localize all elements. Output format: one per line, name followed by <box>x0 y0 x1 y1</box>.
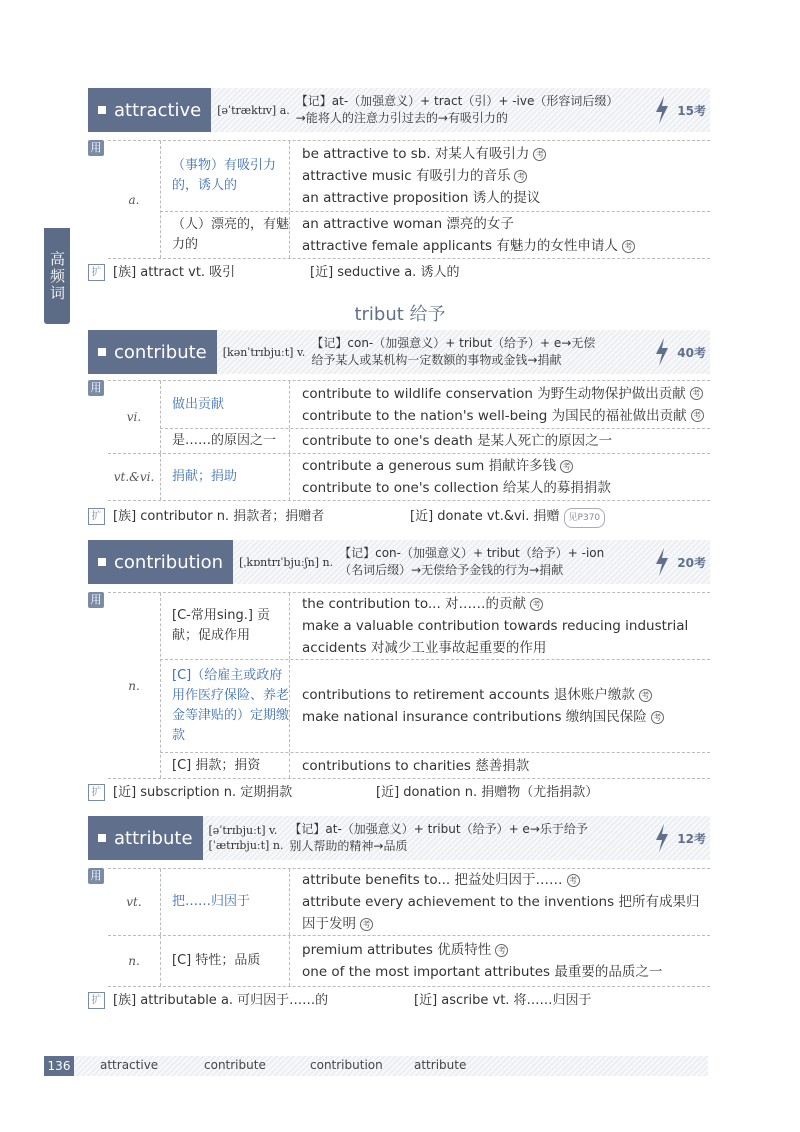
examples <box>302 454 706 500</box>
entry-header <box>88 540 710 584</box>
square-icon <box>98 106 106 114</box>
footer-word: attribute <box>414 1058 467 1072</box>
part-of-speech: n. <box>108 936 161 986</box>
phonetic: [ˌkɒntrɪˈbjuːʃn] n. <box>239 555 334 569</box>
sense-row <box>160 593 710 660</box>
square-icon <box>98 558 106 566</box>
note-line-1: 【记】at-（加强意义）+ tract（引）+ -ive（形容词后缀） <box>295 94 619 108</box>
square-icon <box>98 834 106 842</box>
page-reference[interactable]: 见P370 <box>564 508 606 528</box>
meaning: 捐献；捐助 <box>160 454 290 500</box>
sense-row <box>160 936 710 986</box>
note-line-2: 给予某人或某机构一定数额的事物或金钱→捐献 <box>311 353 562 367</box>
entry-header <box>88 816 710 860</box>
near-synonym: [近] subscription n. 定期捐款 <box>113 785 293 800</box>
examples <box>302 869 706 935</box>
example: the contribution to... 对……的贡献 <box>302 596 527 612</box>
examples <box>302 381 706 428</box>
memory-note <box>296 93 710 127</box>
footer-word: contribute <box>204 1058 266 1072</box>
use-badge: 用 <box>88 868 104 884</box>
sense-row <box>160 212 710 258</box>
example: attribute every achievement to the inventions 把所有成果归因于发明 <box>302 894 700 932</box>
examples <box>302 753 706 778</box>
example: be attractive to sb. 对某人有吸引力 <box>302 146 530 162</box>
table-row <box>108 381 710 454</box>
usage-table <box>108 592 710 779</box>
entry-header <box>88 88 710 132</box>
example: contribute a generous sum 捐献许多钱 <box>302 458 557 474</box>
note-line-1: 【记】con-（加强意义）+ tribut（给予）+ e→无偿 <box>311 336 596 350</box>
meaning: 做出贡献 <box>160 381 290 428</box>
tick-icon: 考 <box>560 460 573 473</box>
meaning: [C] 特性；品质 <box>160 936 290 986</box>
root-title: tribut 给予 <box>354 304 446 325</box>
headword <box>88 540 233 584</box>
tick-icon: 考 <box>360 918 373 931</box>
sense-row <box>160 753 710 778</box>
near-synonym: [近] ascribe vt. 将……归因于 <box>414 993 592 1008</box>
expand-icon: 扩 <box>88 992 105 1009</box>
table-row <box>108 454 710 501</box>
usage-table <box>108 868 710 987</box>
tick-icon: 考 <box>690 387 703 400</box>
extension-line <box>88 784 710 802</box>
expand-icon: 扩 <box>88 784 105 801</box>
footer-word: attractive <box>100 1058 159 1072</box>
sense-row <box>160 660 710 753</box>
usage-table <box>108 380 710 501</box>
note-line-1: 【记】con-（加强意义）+ tribut（给予）+ -ion <box>339 546 605 560</box>
square-icon <box>98 348 106 356</box>
example: an attractive woman 漂亮的女子 <box>302 216 514 232</box>
use-badge: 用 <box>88 140 104 156</box>
headword-text: contribution <box>114 551 224 573</box>
sense-row <box>160 381 710 429</box>
sense-row <box>160 141 710 212</box>
tick-icon: 考 <box>514 170 527 183</box>
extension-line <box>88 508 710 526</box>
tick-icon: 考 <box>495 944 508 957</box>
tick-icon: 考 <box>567 874 580 887</box>
expand-icon: 扩 <box>88 264 105 281</box>
entry-attractive <box>88 88 710 280</box>
tick-icon: 考 <box>639 689 652 702</box>
note-line-2: （名词后缀）→无偿给予金钱的行为→捐献 <box>339 563 564 577</box>
expand-icon: 扩 <box>88 508 105 525</box>
note-line-2: 别人帮助的精神→品质 <box>289 839 408 853</box>
tick-icon: 考 <box>530 598 543 611</box>
headword-text: contribute <box>114 341 207 363</box>
part-of-speech: a. <box>108 141 161 258</box>
phonetic-verb: [əˈtrɪbjuːt] v. <box>208 824 278 837</box>
lightning-icon <box>654 824 670 852</box>
entry-contribution <box>88 540 710 800</box>
tick-icon: 考 <box>691 409 704 422</box>
meaning: [C]（给雇主或政府用作医疗保险、养老金等津贴的）定期缴款 <box>160 660 290 752</box>
near-synonym: [近] donation n. 捐赠物（尤指捐款） <box>376 785 599 800</box>
table-row <box>108 936 710 987</box>
headword-text: attractive <box>114 99 202 121</box>
example: attribute benefits to... 把益处归因于…… <box>302 872 563 888</box>
meaning-text: [C-常用sing.] 贡献；促成作用 <box>172 608 271 643</box>
lightning-icon <box>654 96 670 124</box>
example: one of the most important attributes 最重要的品质之一 <box>302 964 663 980</box>
table-row <box>108 141 710 259</box>
extension-line <box>88 264 710 282</box>
tick-icon: 考 <box>533 148 546 161</box>
meaning: （事物）有吸引力的，诱人的 <box>160 141 290 211</box>
extension-line <box>88 992 710 1010</box>
examples <box>302 212 706 258</box>
frequency: 40考 <box>677 346 706 360</box>
examples <box>302 143 706 209</box>
tick-icon: 考 <box>651 711 664 724</box>
examples <box>302 429 706 453</box>
side-tab: 高频词 <box>44 228 70 324</box>
family-word: [族] contributor n. 捐款者；捐赠者 <box>113 509 325 524</box>
headword <box>88 88 211 132</box>
page-number: 136 <box>44 1056 74 1076</box>
entry-attribute <box>88 816 710 1008</box>
page-footer <box>44 1056 708 1076</box>
entry-contribute <box>88 330 710 524</box>
table-row <box>108 869 710 936</box>
phonetic-noun: [ˈætrɪbjuːt] n. <box>208 839 284 852</box>
entry-header <box>88 330 710 374</box>
phonetic <box>203 823 290 853</box>
part-of-speech: vi. <box>108 381 161 453</box>
table-row <box>108 593 710 779</box>
example: attractive female applicants 有魅力的女性申请人 <box>302 238 618 254</box>
meaning: 把……归因于 <box>160 869 290 935</box>
lightning-icon <box>654 548 670 576</box>
meaning: （人）漂亮的，有魅力的 <box>160 212 290 258</box>
headword <box>88 330 217 374</box>
sense-row <box>160 869 710 935</box>
example: contribute to wildlife conservation 为野生动物保护做出贡献 <box>302 385 686 402</box>
part-of-speech: n. <box>108 593 161 778</box>
headword <box>88 816 203 860</box>
near-synonym: [近] seductive a. 诱人的 <box>310 265 460 280</box>
family-word: [族] attributable a. 可归因于……的 <box>113 993 329 1008</box>
meaning: [C] 捐款；捐资 <box>160 753 290 778</box>
frequency: 20考 <box>677 556 706 570</box>
example: contribute to one's death 是某人死亡的原因之一 <box>302 433 613 449</box>
example: make a valuable contribution towards reducing industrial accidents 对减少工业事故起重要的作用 <box>302 618 689 656</box>
part-of-speech: vt.&vi. <box>108 454 161 500</box>
example: contributions to charities 慈善捐款 <box>302 757 530 774</box>
example: attractive music 有吸引力的音乐 <box>302 168 511 184</box>
memory-note <box>311 335 710 369</box>
near-synonym <box>410 508 605 528</box>
frequency: 12考 <box>677 832 706 846</box>
phonetic: [kənˈtrɪbjuːt] v. <box>222 345 306 359</box>
frequency: 15考 <box>677 104 706 118</box>
use-badge: 用 <box>88 380 104 396</box>
headword-text: attribute <box>114 827 193 849</box>
sense-row <box>160 454 710 500</box>
meaning <box>160 593 290 659</box>
note-line-2: →能将人的注意力引过去的→有吸引力的 <box>295 111 508 125</box>
example: contribute to one's collection 给某人的募捐捐款 <box>302 480 611 496</box>
usage-table <box>108 140 710 259</box>
meaning: 是……的原因之一 <box>160 429 290 453</box>
example: make national insurance contributions 缴纳国民保险 <box>302 709 647 725</box>
lightning-icon <box>654 338 670 366</box>
note-line-1: 【记】at-（加强意义）+ tribut（给予）+ e→乐于给予 <box>289 822 588 836</box>
sense-row <box>160 429 710 453</box>
part-of-speech: vt. <box>108 869 161 935</box>
examples <box>302 936 706 986</box>
footer-word: contribution <box>310 1058 383 1072</box>
near-synonym-text: [近] donate vt.&vi. 捐赠 <box>410 509 560 524</box>
phonetic: [əˈtræktɪv] a. <box>217 103 290 117</box>
example: an attractive proposition 诱人的提议 <box>302 190 541 206</box>
tick-icon: 考 <box>622 240 635 253</box>
memory-note <box>289 821 710 855</box>
use-badge: 用 <box>88 592 104 608</box>
example: contributions to retirement accounts 退休账户缴款 <box>302 687 635 703</box>
examples <box>302 660 706 752</box>
example: premium attributes 优质特性 <box>302 942 492 958</box>
examples <box>302 593 706 659</box>
example: contribute to the nation's well-being 为国民的福祉做出贡献 <box>302 407 687 424</box>
family-word: [族] attract vt. 吸引 <box>113 265 236 280</box>
